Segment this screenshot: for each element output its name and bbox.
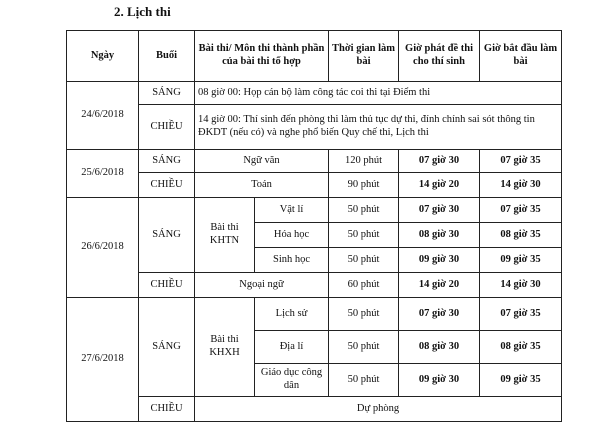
start-time-cell: 14 giờ 30: [480, 173, 562, 198]
session-cell: CHIỀU: [139, 173, 195, 198]
start-time-cell: 07 giờ 35: [480, 298, 562, 331]
header-subject: Bài thi/ Môn thi thành phần của bài thi tổ hợp: [195, 31, 329, 82]
session-cell: CHIỀU: [139, 105, 195, 150]
section-title: 2. Lịch thi: [114, 4, 171, 19]
session-cell: SÁNG: [139, 82, 195, 105]
subject-cell: Hóa học: [255, 223, 329, 248]
table-row: [67, 150, 562, 173]
table-row: [67, 298, 562, 331]
header-session: Buổi: [139, 31, 195, 82]
table-header-row: [67, 31, 562, 82]
subject-cell: Vật lí: [255, 198, 329, 223]
paper-time-cell: 07 giờ 30: [399, 198, 480, 223]
duration-cell: 50 phút: [329, 331, 399, 364]
header-paper-time: Giờ phát đề thi cho thí sinh: [399, 31, 480, 82]
header-duration: Thời gian làm bài: [329, 31, 399, 82]
paper-time-cell: 14 giờ 20: [399, 173, 480, 198]
note-cell: 08 giờ 00: Họp cán bộ làm công tác coi thi tại Điểm thi: [195, 82, 562, 105]
session-cell: CHIỀU: [139, 397, 195, 422]
note-cell: 14 giờ 00: Thí sinh đến phòng thi làm thủ tục dự thi, đính chính sai sót thông tin ĐKDT (nếu có) và nghe phổ biến Quy chế thi, Lịch thi: [195, 105, 562, 150]
session-cell: SÁNG: [139, 298, 195, 397]
note-cell: Dự phòng: [195, 397, 562, 422]
date-cell: 25/6/2018: [67, 150, 139, 198]
paper-time-cell: 09 giờ 30: [399, 364, 480, 397]
paper-time-cell: 07 giờ 30: [399, 298, 480, 331]
date-cell: 27/6/2018: [67, 298, 139, 422]
paper-time-cell: 14 giờ 20: [399, 273, 480, 298]
session-cell: SÁNG: [139, 150, 195, 173]
exam-schedule-table: [66, 30, 562, 422]
start-time-cell: 08 giờ 35: [480, 331, 562, 364]
start-time-cell: 08 giờ 35: [480, 223, 562, 248]
table-row: [67, 173, 562, 198]
duration-cell: 60 phút: [329, 273, 399, 298]
header-date: Ngày: [67, 31, 139, 82]
subject-cell: Ngoại ngữ: [195, 273, 329, 298]
duration-cell: 50 phút: [329, 248, 399, 273]
subject-cell: Địa lí: [255, 331, 329, 364]
group-cell: Bài thi KHTN: [195, 198, 255, 273]
paper-time-cell: 07 giờ 30: [399, 150, 480, 173]
session-cell: CHIỀU: [139, 273, 195, 298]
subject-cell: Ngữ văn: [195, 150, 329, 173]
table-row: [67, 198, 562, 223]
group-cell: Bài thi KHXH: [195, 298, 255, 397]
paper-time-cell: 08 giờ 30: [399, 331, 480, 364]
start-time-cell: 07 giờ 35: [480, 198, 562, 223]
start-time-cell: 09 giờ 35: [480, 364, 562, 397]
subject-cell: Giáo dục công dân: [255, 364, 329, 397]
start-time-cell: 14 giờ 30: [480, 273, 562, 298]
subject-cell: Lịch sử: [255, 298, 329, 331]
duration-cell: 50 phút: [329, 298, 399, 331]
session-cell: SÁNG: [139, 198, 195, 273]
start-time-cell: 09 giờ 35: [480, 248, 562, 273]
table-row: [67, 397, 562, 422]
date-cell: 24/6/2018: [67, 82, 139, 150]
table-row: [67, 82, 562, 105]
table-row: [67, 273, 562, 298]
date-cell: 26/6/2018: [67, 198, 139, 298]
start-time-cell: 07 giờ 35: [480, 150, 562, 173]
subject-cell: Sinh học: [255, 248, 329, 273]
header-start-time: Giờ bắt đầu làm bài: [480, 31, 562, 82]
table-row: [67, 105, 562, 150]
duration-cell: 50 phút: [329, 364, 399, 397]
duration-cell: 120 phút: [329, 150, 399, 173]
duration-cell: 50 phút: [329, 198, 399, 223]
paper-time-cell: 08 giờ 30: [399, 223, 480, 248]
paper-time-cell: 09 giờ 30: [399, 248, 480, 273]
subject-cell: Toán: [195, 173, 329, 198]
duration-cell: 50 phút: [329, 223, 399, 248]
duration-cell: 90 phút: [329, 173, 399, 198]
